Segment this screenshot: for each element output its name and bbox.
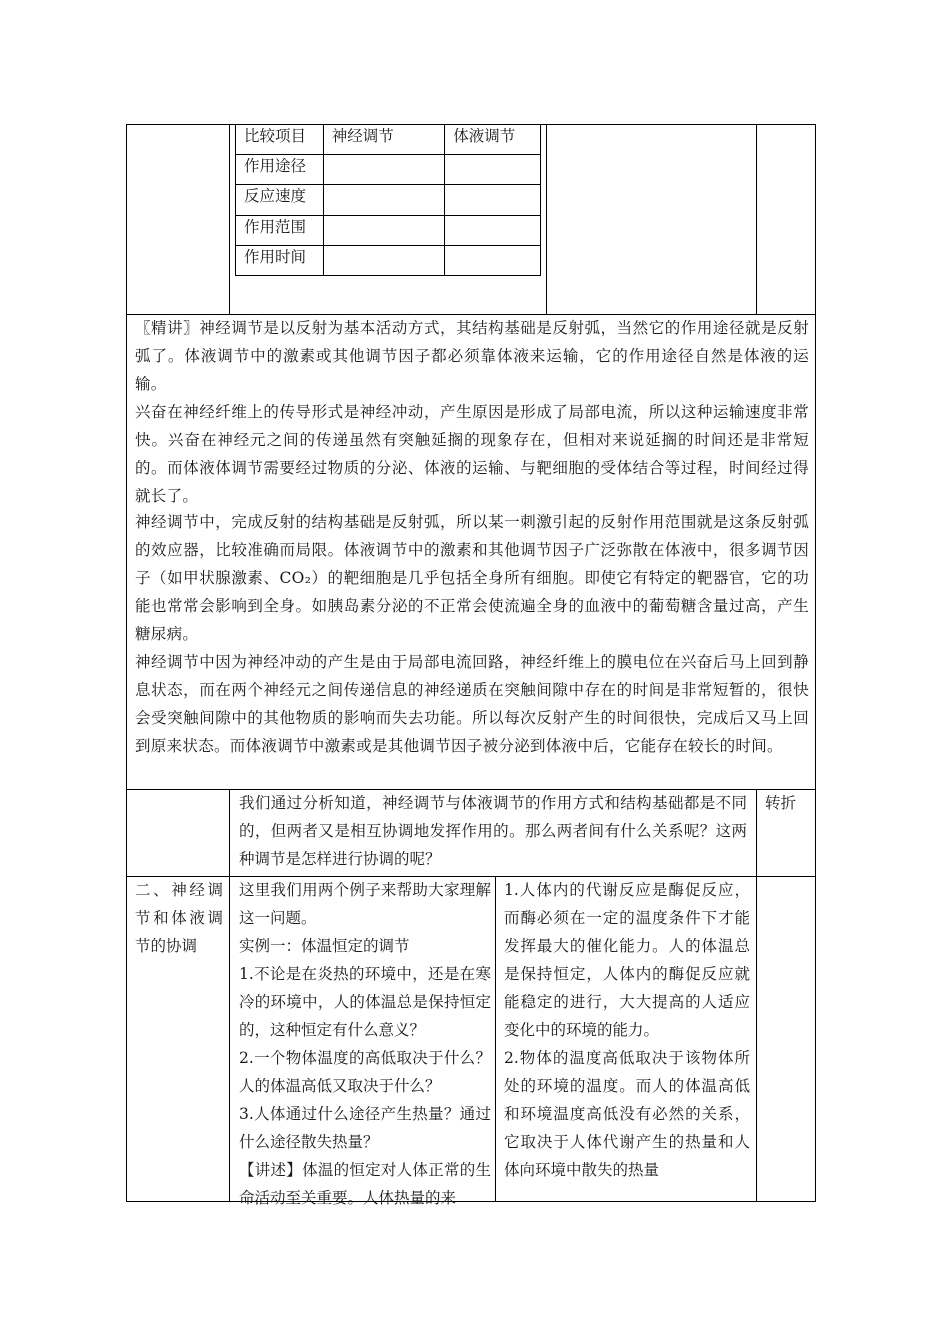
comparison-cell <box>323 245 445 275</box>
row1-divider-2 <box>546 124 547 314</box>
row1-divider-1 <box>229 124 230 314</box>
comparison-cell <box>445 215 541 245</box>
explanation-paragraph-4: 神经调节中因为神经冲动的产生是由于局部电流回路，神经纤维上的膜电位在兴奋后马上回到静息状态，而在两个神经元之间传递信息的神经递质在突触间隙中存在的时间是非常短暂的，很快会受突触间隙中的其他物质的影响而失去功能。所以每次反射产生的时间很快，完成后又马上回到原来状态。而体液调节中激素或是其他调节因子被分泌到体液中后，它能存在较长的时间。 <box>135 653 809 755</box>
comparison-table <box>235 124 541 276</box>
section2-student-answer: 1.人体内的代谢反应是酶促反应，而酶必须在一定的温度条件下才能发挥最大的催化能力。人的体温总是保持恒定，人体内的酶促反应就能稳定的进行，大大提高的人适应变化中的环境的能力。 2.物体的温度高低取决于该物体所处的环境的温度。而人的体温高低和环境温度高低没有必然的关系，它取决于人体代谢产生的热量和人体向环境中散失的热量 <box>504 881 750 1179</box>
comparison-header-nerve: 神经调节 <box>323 125 445 155</box>
transition-label: 转折 <box>765 794 797 812</box>
row3-divider-3 <box>756 789 757 1202</box>
comparison-cell <box>323 185 445 215</box>
explanation-paragraph-2: 兴奋在神经纤维上的传导形式是神经冲动，产生原因是形成了局部电流，所以这种运输速度非常快。兴奋在神经元之间的传递虽然有突触延搁的现象存在，但相对来说延搁的时间还是非常短的。而体液体调节需要经过物质的分泌、体液的运输、与靶细胞的受体结合等过程，时间经过得就长了。 <box>135 403 809 505</box>
comparison-cell <box>323 155 445 185</box>
comparison-cell <box>445 245 541 275</box>
comparison-header-row <box>236 125 541 155</box>
comparison-row <box>236 155 541 185</box>
comparison-row-label: 反应速度 <box>236 185 324 215</box>
comparison-row-label: 作用时间 <box>236 245 324 275</box>
comparison-row <box>236 245 541 275</box>
comparison-row-label: 作用范围 <box>236 215 324 245</box>
comparison-row-label: 作用途径 <box>236 155 324 185</box>
explanation-paragraph-3: 神经调节中，完成反射的结构基础是反射弧，所以某一刺激引起的反射作用范围就是这条反射弧的效应器，比较准确而局限。体液调节中的激素和其他调节因子广泛弥散在体液中，很多调节因子（如甲状腺激素、CO₂）的靶细胞是几乎包括全身所有细胞。即使它有特定的靶器官，它的功能也常常会影响到全身。如胰岛素分泌的不正常会使流遍全身的血液中的葡萄糖含量过高，产生糖尿病。 <box>135 513 809 643</box>
comparison-row <box>236 215 541 245</box>
row4-divider-2 <box>495 876 496 1202</box>
comparison-cell <box>323 215 445 245</box>
comparison-row <box>236 185 541 215</box>
transition-text: 我们通过分析知道，神经调节与体液调节的作用方式和结构基础都是不同的，但两者又是相互协调地发挥作用的。那么两者间有什么关系呢？这两种调节是怎样进行协调的呢？ <box>239 794 747 868</box>
explanation-paragraph-1: 〖精讲〗神经调节是以反射为基本活动方式，其结构基础是反射弧，当然它的作用途径就是反射弧了。体液调节中的激素或其他调节因子都必须靠体液来运输，它的作用途径自然是体液的运输。 <box>135 319 809 393</box>
row3-divider-1 <box>229 789 230 1202</box>
section2-title: 二、神经调节和体液调节的协调 <box>135 881 223 955</box>
row1-divider-3 <box>756 124 757 314</box>
comparison-header-humoral: 体液调节 <box>445 125 541 155</box>
comparison-header-item: 比较项目 <box>236 125 324 155</box>
section2-teacher-activity: 这里我们用两个例子来帮助大家理解这一问题。 实例一：体温恒定的调节 1.不论是在炎热的环境中，还是在寒冷的环境中，人的体温总是保持恒定的，这种恒定有什么意义？ 2.一个物体温度的高低取决于什么？人的体温高低又取决于什么？ 3.人体通过什么途径产生热量？通过什么途径散失热量？ 【讲述】体温的恒定对人体正常的生命活动至关重要。人体热量的来 <box>239 881 491 1207</box>
comparison-cell <box>445 185 541 215</box>
comparison-cell <box>445 155 541 185</box>
